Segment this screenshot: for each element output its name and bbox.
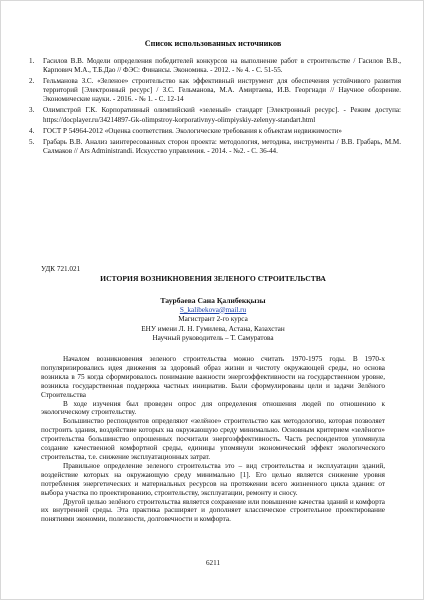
reference-number: 2. [29, 77, 35, 86]
udk-code: УДК 721.021 [41, 265, 81, 273]
references-list [29, 57, 401, 158]
reference-text: ГОСТ Р 54964-2012 «Оценка соответствия. Экологические требования к объектам недвижимости» [43, 126, 342, 135]
reference-text: Грабарь В.В. Анализ заинтересованных сторон проекта: методология, методика, инструменты / В.В. Грабарь, М.М. Салмаков // Ars Administrandi. Искусство управления. - 2014. - №2. - С. 36-44. [43, 137, 401, 155]
author-email-link[interactable]: S_kalibekova@mail.ru [179, 305, 247, 314]
body-paragraph: Другой целью зелёного строительства является сохранение или повышение качества зданий и комфорта их внутренней среды. Эта практика расширяет и дополняет классическое строительное проектирование понятиями экономии, полезности, долговечности и комфорта. [41, 497, 385, 524]
body-paragraph: Большинство респондентов определяют «зелёное» строительство как методологию, которая позволяет построить здания, воздействие которых на окружающую среду минимально. Основным критерием «зелёного» строительства большинство опрошенных посчитали энергоэффективность. Часть респондентов упомянула создание качественной комфортной среды, единицы упомянули экономический эффект экологического строительства, т.е. снижение эксплуатационных затрат. [41, 417, 385, 461]
reference-number: 4. [29, 126, 35, 135]
scientific-supervisor: Научный руководитель – Т. Самуратова [152, 334, 274, 343]
reference-number: 5. [29, 137, 35, 146]
author-name: Таурбаева Сана Қалибекқызы [160, 296, 266, 305]
reference-item [29, 106, 401, 124]
reference-text: Гасилов В.В. Модели определения победителей конкурсов на выполнение работ в строительстве / Гасилов В.В., Карпович М.А., Т.Б.Дао // ФЭС: Финансы. Экономика. - 2012. - № 4. - С. 51-55. [43, 57, 401, 75]
article-body [41, 355, 385, 524]
references-title: Список использованных источников [144, 39, 282, 48]
reference-item [29, 138, 401, 156]
body-paragraph: Началом возникновения зеленого строительства можно считать 1970-1975 годы. В 1970-х популяризировались идея движения за здоровый образ жизни и чистоту окружающей среды, но основа возникла в 75 когда сформировалось понимание важности энергоэффективности на государственном уровне, возникла государственная поддержка частных инициатив. Были сформулированы цели и задачи Зелёного Строительства [41, 355, 385, 399]
reference-text: Гельманова З.С. «Зеленое» строительство как эффективный инструмент для обеспечения устойчивого развития территорий [Электронный ресурс] / З.С. Гельманова, М.А. Амиртаева, И.В. Георгиади // Научное обозрение. Экономические науки. - 2016. - № 1. - С. 12-14 [43, 77, 401, 104]
reference-item [29, 127, 401, 136]
body-paragraph: Правильное определение зеленого строительства это – вид строительства и эксплуатации зданий, воздействие которых на окружающую среду минимально [1]. Его целью является снижение уровня потребления энергетических и материальных ресурсов на протяжении всего жизненного цикла здания: от выбора участка по проектированию, строительству, эксплуатации, ремонту и сносу. [41, 461, 385, 497]
author-block [1, 296, 424, 344]
reference-number: 1. [29, 57, 35, 65]
reference-text: Олимпстрой Г.К. Корпоративный олимпийский «зеленый» стандарт [Электронный ресурс]. - Режим доступа: https://docplayer.ru/34214897-Gk-olimpstroy-korporativnyy-olimpiyskiy-zelenyy-standart.html [43, 106, 401, 124]
article-title: ИСТОРИЯ ВОЗНИКНОВЕНИЯ ЗЕЛЕНОГО СТРОИТЕЛЬСТВА [100, 274, 326, 283]
body-paragraph: В ходе изучения был проведен опрос для определения отношения людей по отношению к экологическому строительству. [41, 399, 385, 417]
reference-item [29, 77, 401, 104]
page-number: 6211 [205, 559, 221, 567]
reference-item [29, 57, 401, 75]
author-position: Магистрант 2-го курса [178, 315, 248, 324]
reference-number: 3. [29, 106, 35, 115]
author-affiliation: ЕНУ имени Л. Н. Гумилева, Астана, Казахстан [141, 324, 285, 333]
